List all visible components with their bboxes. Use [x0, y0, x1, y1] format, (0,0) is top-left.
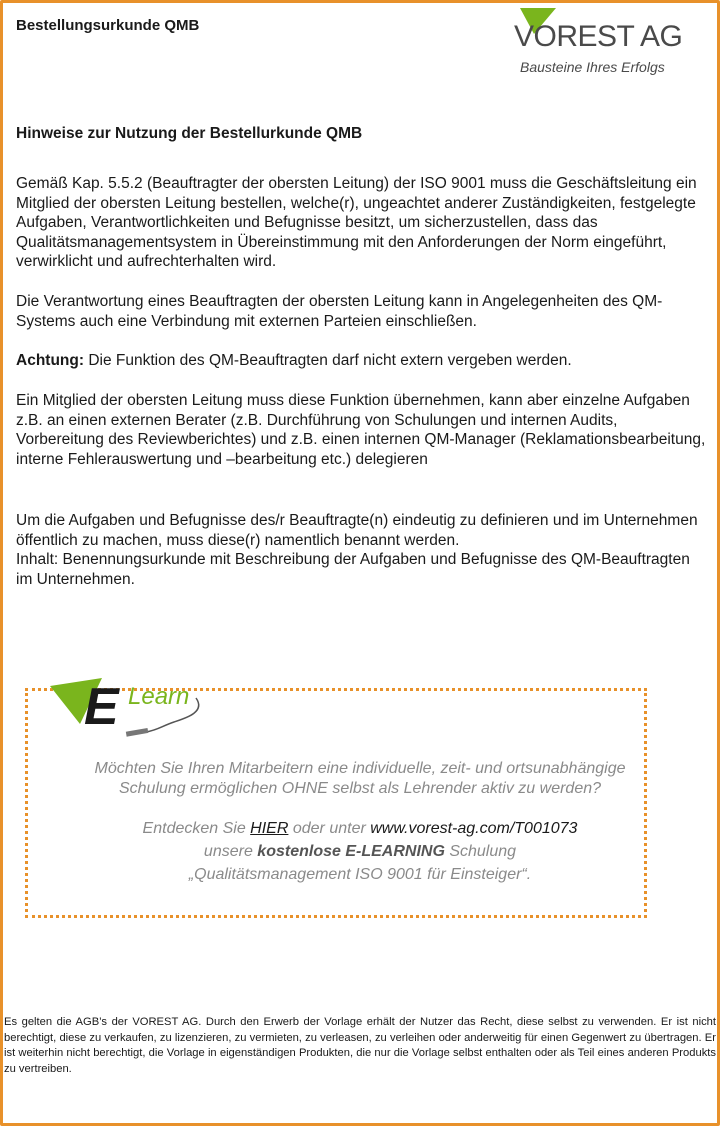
- discover-mid-text: oder unter: [288, 820, 371, 837]
- offer-pre-text: unsere: [203, 843, 258, 860]
- logo-wordmark: VOREST AG: [514, 20, 683, 53]
- elearning-offer-line: [25, 843, 695, 861]
- vorest-logo: [514, 6, 704, 76]
- elearning-course-title: „Qualitätsmanagement ISO 9001 für Einsteiger“.: [188, 866, 532, 883]
- elearning-url[interactable]: www.vorest-ag.com/T001073: [370, 820, 578, 837]
- hier-link[interactable]: HIER: [250, 820, 289, 837]
- elearning-logo-word: Learn: [128, 683, 190, 710]
- section-title: Hinweise zur Nutzung der Bestellurkunde QMB: [16, 125, 363, 142]
- elearning-logo-icon: [46, 672, 226, 744]
- document-title: Bestellungsurkunde QMB: [16, 17, 200, 34]
- paragraph-delegation: Ein Mitglied der obersten Leitung muss diese Funktion übernehmen, kann aber einzelne Aufgaben z.B. an einen externen Berater (z.B. Durchführung von Schulungen und internen Audits, Vorbereitung des Reviewberichtes) und z.B. einen internen QM-Manager (Reklamationsbearbeitung, interne Fehlerauswertung und –bearbeitung etc.) delegieren: [16, 392, 706, 468]
- warning-label: Achtung:: [16, 352, 85, 369]
- paragraph-iso-requirement: Gemäß Kap. 5.5.2 (Beauftragter der obersten Leitung) der ISO 9001 muss die Geschäftsleitung ein Mitglied der obersten Leitung bestellen, welche(r), ungeachtet anderer Zuständigkeiten, festgelegte Aufgaben, Verantwortlichkeiten und Befugnisse besitzt, um sicherzustellen, dass das Qualitätsmanagementsystem in Übereinstimmung mit den Anforderungen der Norm eingeführt, verwirklicht und aufrechterhalten wird.: [16, 175, 697, 270]
- paragraph-responsibility: Die Verantwortung eines Beauftragten der obersten Leitung kann in Angelegenheiten des QM-Systems auch eine Verbindung mit externen Parteien einschließen.: [16, 293, 663, 330]
- warning-text: Die Funktion des QM-Beauftragten darf nicht extern vergeben werden.: [84, 352, 572, 369]
- elearning-discover-line: [25, 820, 695, 838]
- paragraph-warning: [16, 351, 706, 371]
- offer-post-text: Schulung: [444, 843, 517, 860]
- discover-text: Entdecken Sie: [142, 820, 251, 837]
- paragraph-definition: Um die Aufgaben und Befugnisse des/r Beauftragte(n) eindeutig zu definieren und im Unternehmen öffentlich zu machen, muss diese(r) namentlich benannt werden.: [16, 512, 698, 549]
- elearning-question-line2: Schulung ermöglichen OHNE selbst als Lehrender aktiv zu werden?: [118, 780, 602, 797]
- footer-terms: Es gelten die AGB’s der VOREST AG. Durch den Erwerb der Vorlage erhält der Nutzer das Recht, diese selbst zu verwenden. Er ist nicht berechtigt, diese zu verkaufen, zu lizenzieren, zu vermieten, zu verleasen, zu verleihen oder anderweitig für einen Gegenwert zu übertragen. Er ist weiterhin nicht berechtigt, die Vorlage in eigenständigen Produkten, die nur die Vorlage selbst enthalten oder als Teil eines anderen Produkts zu vertreiben.: [4, 1016, 716, 1075]
- elearning-question-line1: Möchten Sie Ihren Mitarbeitern eine individuelle, zeit- und ortsunabhängige: [94, 760, 626, 777]
- elearning-logo-letter: E: [84, 678, 119, 736]
- paragraph-content: Inhalt: Benennungsurkunde mit Beschreibung der Aufgaben und Befugnisse des QM-Beauftragten im Unternehmen.: [16, 551, 690, 588]
- offer-bold-text: kostenlose E-LEARNING: [257, 843, 445, 860]
- logo-slogan: Bausteine Ihres Erfolgs: [520, 59, 665, 75]
